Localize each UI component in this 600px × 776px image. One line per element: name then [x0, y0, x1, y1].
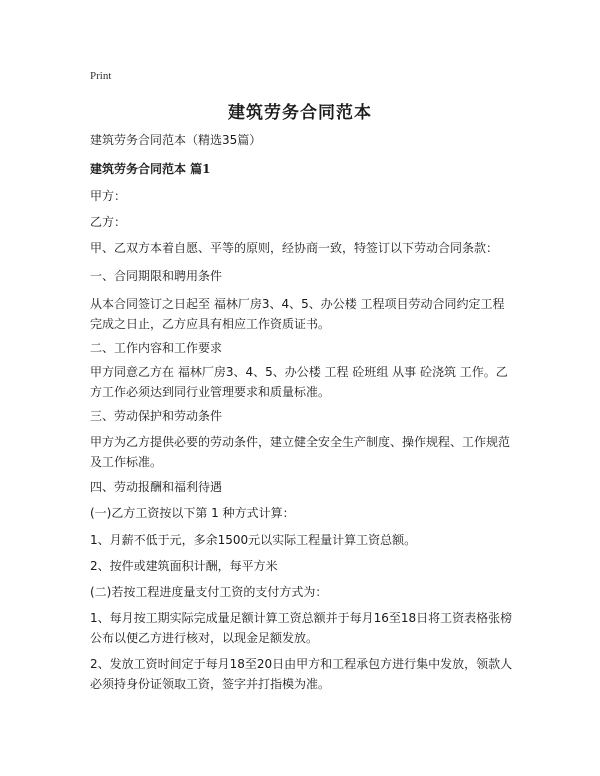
intro-paragraph: 甲、乙双方本着自愿、平等的原则，经协商一致，特签订以下劳动合同条款：	[90, 241, 499, 255]
document-subtitle: 建筑劳务合同范本（精选35篇）	[90, 133, 262, 147]
clause1-body: 从本合同签订之日起至 福林厂房3、4、5、办公楼 工程项目劳动合同约定工程完成之日止，乙方应具有相应工作资质证书。	[90, 297, 505, 331]
clause2-body: 甲方同意乙方在 福林厂房3、4、5、办公楼 工程 砼班组 从事 砼浇筑 工作。乙方工作必须达到同行业管理要求和质量标准。	[90, 365, 508, 399]
clause4-sub2-item1: 1、每月按工期实际完成量足额计算工资总额并于每月16至18日将工资表格张榜公布以便乙方进行核对，以现金足额发放。	[90, 611, 513, 645]
clause4-sub1-item1: 1、月薪不低于元，多余1500元以实际工程量计算工资总额。	[90, 533, 417, 547]
party-b-line: 乙方：	[90, 215, 127, 229]
section-heading: 建筑劳务合同范本 篇1	[90, 162, 211, 176]
print-label: Print	[90, 70, 112, 82]
party-a-line: 甲方：	[90, 189, 127, 203]
clause3-body: 甲方为乙方提供必要的劳动条件，建立健全安全生产制度、操作规程、工作规范及工作标准。	[90, 435, 511, 469]
clause4-sub1: (一)乙方工资按以下第 1 种方式计算：	[90, 506, 295, 520]
clause1-heading: 一、合同期限和聘用条件	[90, 269, 223, 283]
clause3-heading: 三、劳动保护和劳动条件	[90, 409, 223, 423]
clause4-sub2: (二)若按工程进度量支付工资的支付方式为：	[90, 585, 328, 599]
clause2-heading: 二、工作内容和工作要求	[90, 341, 223, 355]
clause4-heading: 四、劳动报酬和福利待遇	[90, 480, 223, 494]
clause4-sub1-item2: 2、按件或建筑面积计酬，每平方米	[90, 559, 278, 573]
document-title: 建筑劳务合同范本	[228, 103, 372, 123]
clause4-sub2-item2: 2、发放工资时间定于每月18至20日由甲方和工程承包方进行集中发放，领款人必须持身份证领取工资，签字并打指模为准。	[90, 657, 513, 691]
